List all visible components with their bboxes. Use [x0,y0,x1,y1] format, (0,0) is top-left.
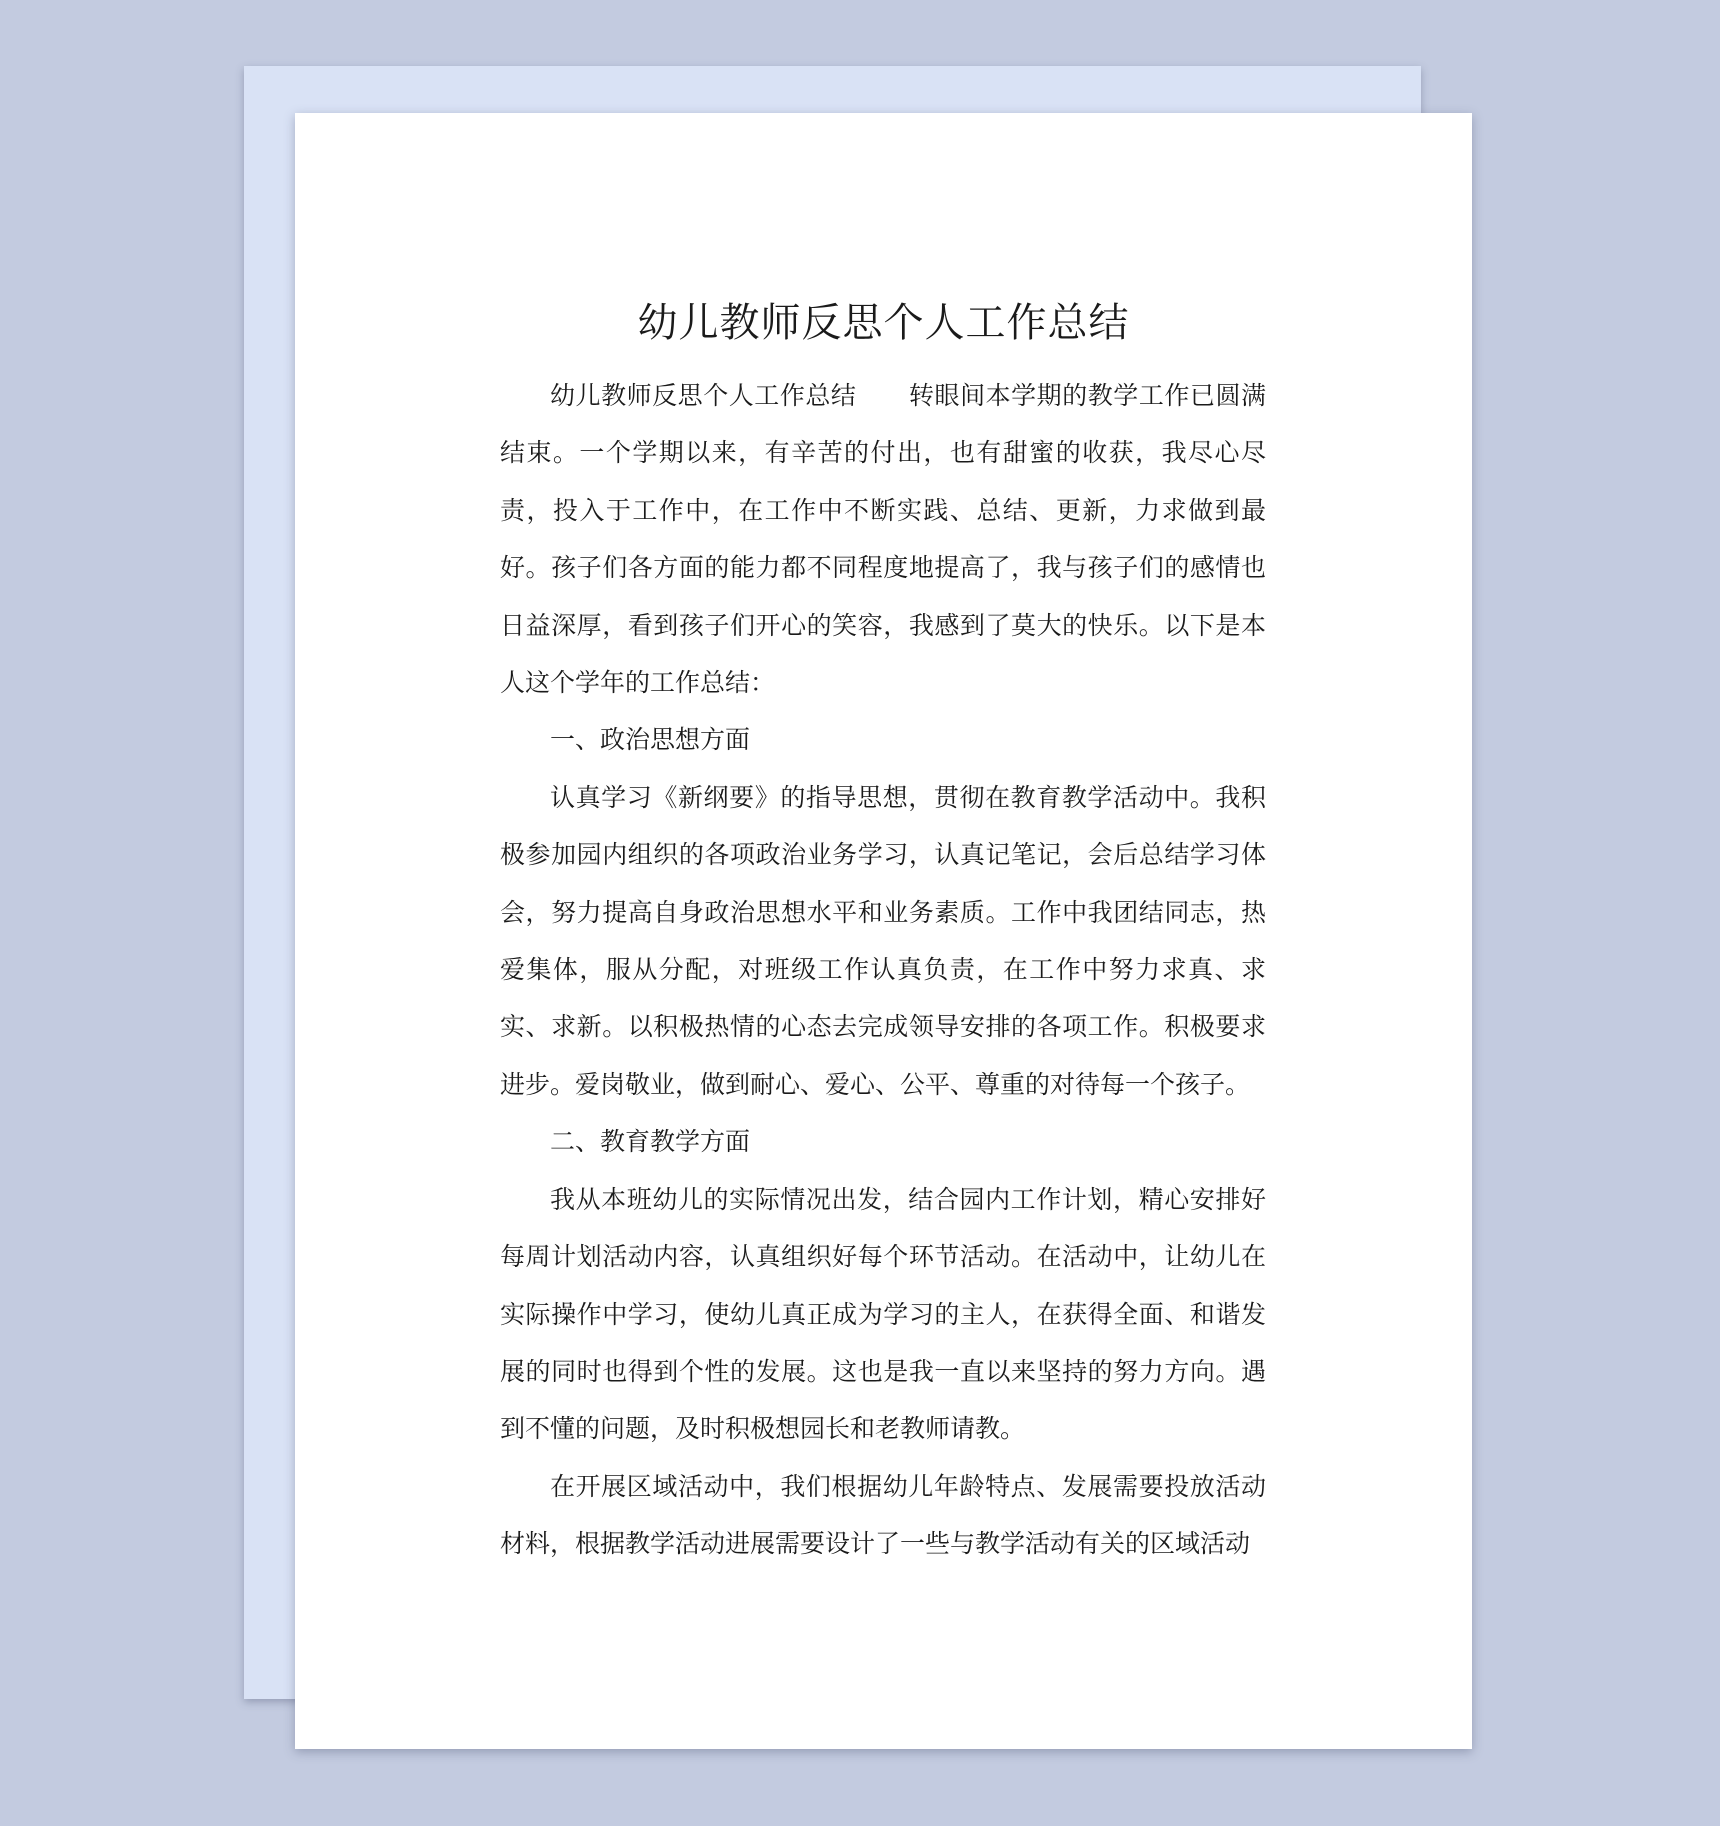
document-page [295,113,1472,1749]
intro-paragraph [500,367,1266,711]
document-title: 幼儿教师反思个人工作总结 [637,300,1130,346]
intro-lead: 幼儿教师反思个人工作总结 [550,381,857,410]
paragraph-teaching-1: 我从本班幼儿的实际情况出发，结合园内工作计划，精心安排好每周计划活动内容，认真组织好每个环节活动。在活动中，让幼儿在实际操作中学习，使幼儿真正成为学习的主人，在获得全面、和谐发展的同时也得到个性的发展。这也是我一直以来坚持的努力方向。遇到不懂的问题，及时积极想园长和老教师请教。 [500,1184,1266,1444]
document-body [500,367,1266,1573]
section-heading-politics: 一、政治思想方面 [550,725,751,755]
paragraph-politics: 认真学习《新纲要》的指导思想，贯彻在教育教学活动中。我积极参加园内组织的各项政治业务学习，认真记笔记，会后总结学习体会，努力提高自身政治思想水平和业务素质。工作中我团结同志，热爱集体，服从分配，对班级工作认真负责，在工作中努力求真、求实、求新。以积极热情的心态去完成领导安排的各项工作。积极要求进步。爱岗敬业，做到耐心、爱心、公平、尊重的对待每一个孩子。 [500,782,1266,1099]
section-heading-teaching: 二、教育教学方面 [550,1127,751,1157]
intro-text: 转眼间本学期的教学工作已圆满结束。一个学期以来，有辛苦的付出，也有甜蜜的收获，我尽心尽责，投入于工作中，在工作中不断实践、总结、更新，力求做到最好。孩子们各方面的能力都不同程度地提高了，我与孩子们的感情也日益深厚，看到孩子们开心的笑容，我感到了莫大的快乐。以下是本人这个学年的工作总结： [500,381,1266,698]
paragraph-teaching-2: 在开展区域活动中，我们根据幼儿年龄特点、发展需要投放活动材料，根据教学活动进展需要设计了一些与教学活动有关的区域活动 [500,1471,1266,1559]
